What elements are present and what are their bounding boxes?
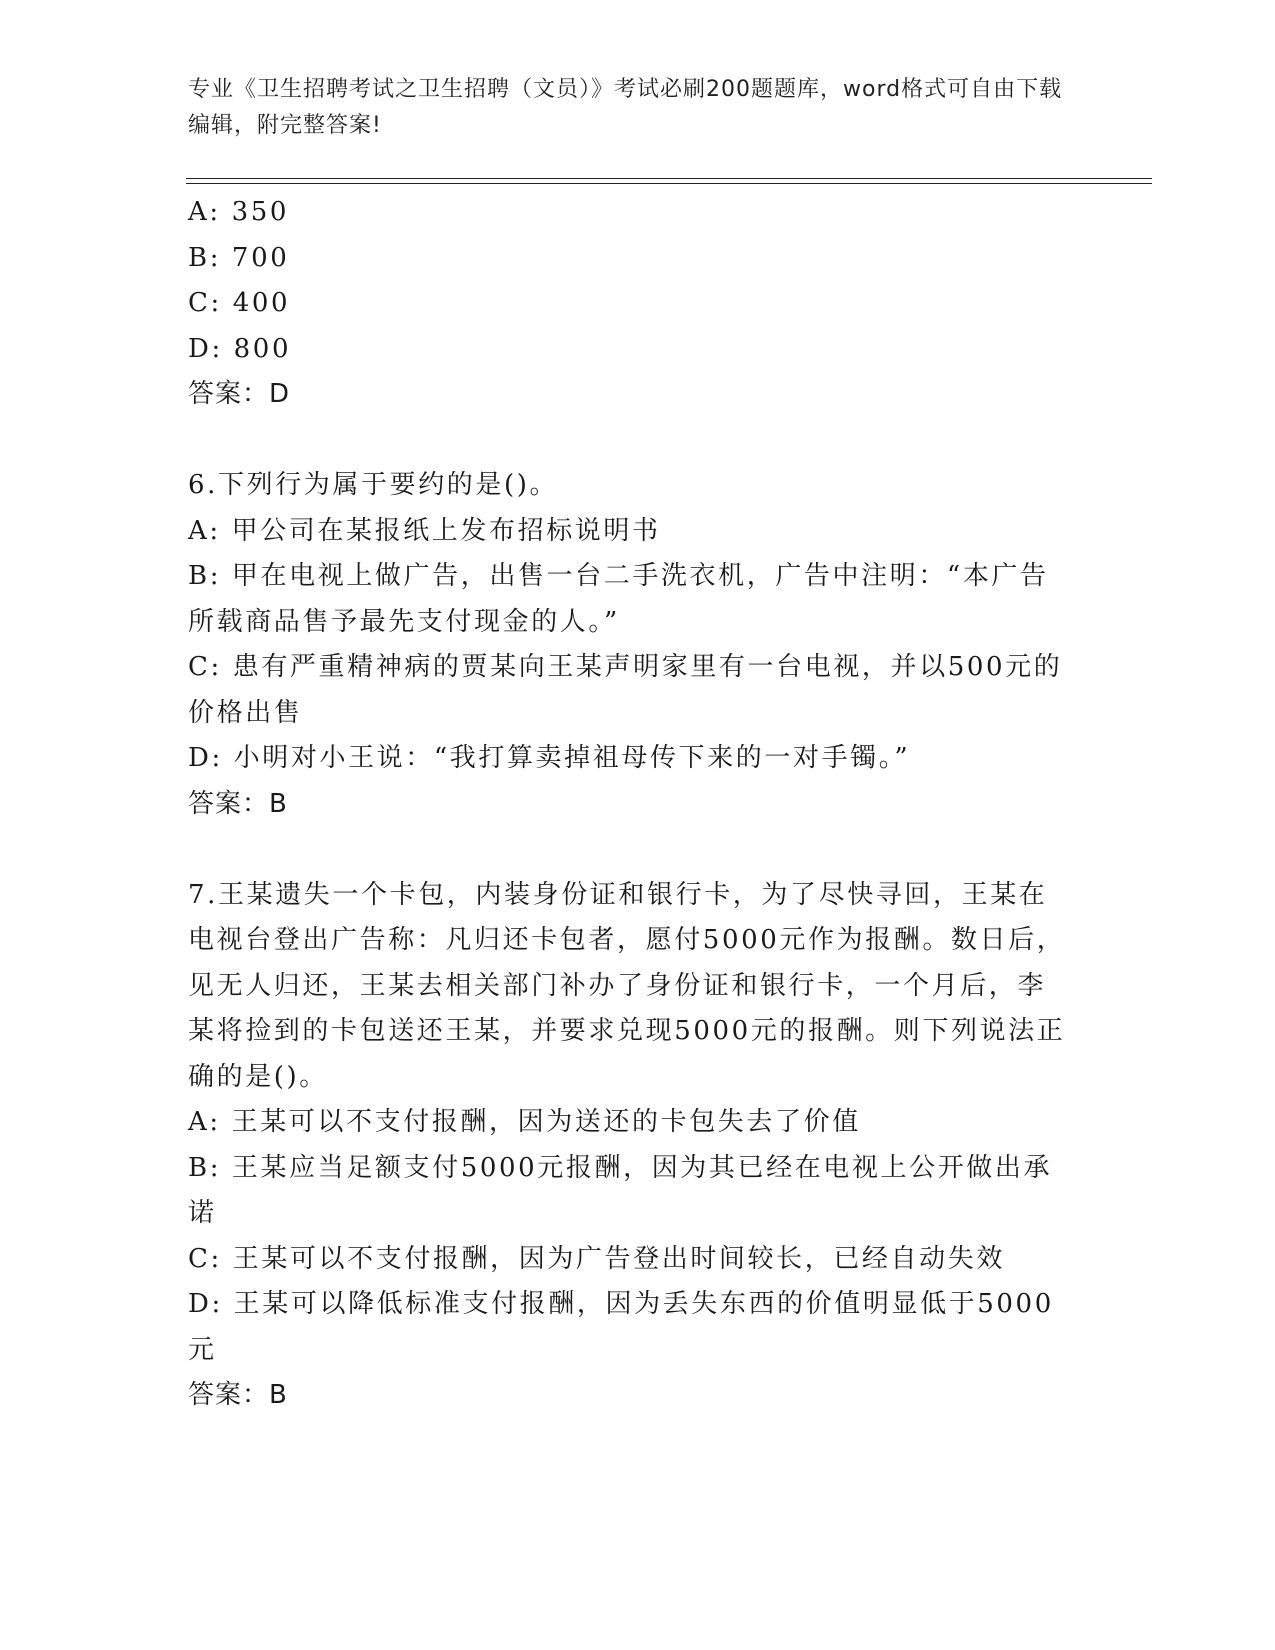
- question-5-answer: 答案：D: [188, 379, 291, 409]
- question-7-block: [188, 873, 1068, 1419]
- question-6-option-d: D: 小明对小王说：“我打算卖掉祖母传下来的一对手镯。”: [188, 743, 911, 773]
- question-5-option-b: B: 700: [188, 242, 290, 273]
- question-5-option-d: D: 800: [188, 333, 292, 364]
- document-header: 专业《卫生招聘考试之卫生招聘（文员）》考试必刷200题题库，word格式可自由下载编辑，附完整答案!: [188, 77, 1063, 138]
- question-6-option-c: C: 患有严重精神病的贾某向王某声明家里有一台电视，并以500元的价格出售: [188, 652, 1063, 728]
- spacer: [188, 418, 1068, 464]
- question-6-text: 6.下列行为属于要约的是()。: [188, 470, 559, 500]
- header-rule-top: [186, 178, 1152, 179]
- question-6-answer: 答案：B: [188, 788, 288, 819]
- spacer: [188, 827, 1068, 873]
- question-7-answer: 答案：B: [188, 1380, 288, 1410]
- question-6-option-a: A: 甲公司在某报纸上发布招标说明书: [188, 515, 661, 546]
- question-6-option-b: B: 甲在电视上做广告，出售一台二手洗衣机，广告中注明：“本广告所载商品售予最先支付现金的人。”: [188, 561, 1049, 637]
- document-body: [188, 190, 1068, 1419]
- question-7-option-a: A: 王某可以不支付报酬，因为送还的卡包失去了价值: [188, 1107, 861, 1137]
- question-7-option-b: B: 王某应当足额支付5000元报酬，因为其已经在电视上公开做出承诺: [188, 1152, 1053, 1228]
- header-rule-bottom: [186, 183, 1152, 184]
- question-6-block: [188, 463, 1068, 827]
- question-5-option-c: C: 400: [188, 288, 291, 318]
- question-7-option-c: C: 王某可以不支付报酬，因为广告登出时间较长，已经自动失效: [188, 1243, 1005, 1274]
- question-5-block: [188, 190, 1068, 418]
- question-7-text: 7.王某遗失一个卡包，内装身份证和银行卡，为了尽快寻回，王某在电视台登出广告称：凡归还卡包者，愿付5000元作为报酬。数日后，见无人归还，王某去相关部门补办了身份证和银行卡，一个月后，李某将捡到的卡包送还王某，并要求兑现5000元的报酬。则下列说法正确的是()。: [188, 879, 1066, 1092]
- question-7-option-d: D: 王某可以降低标准支付报酬，因为丢失东西的价值明显低于5000元: [188, 1289, 1054, 1365]
- question-5-option-a: A: 350: [188, 197, 290, 227]
